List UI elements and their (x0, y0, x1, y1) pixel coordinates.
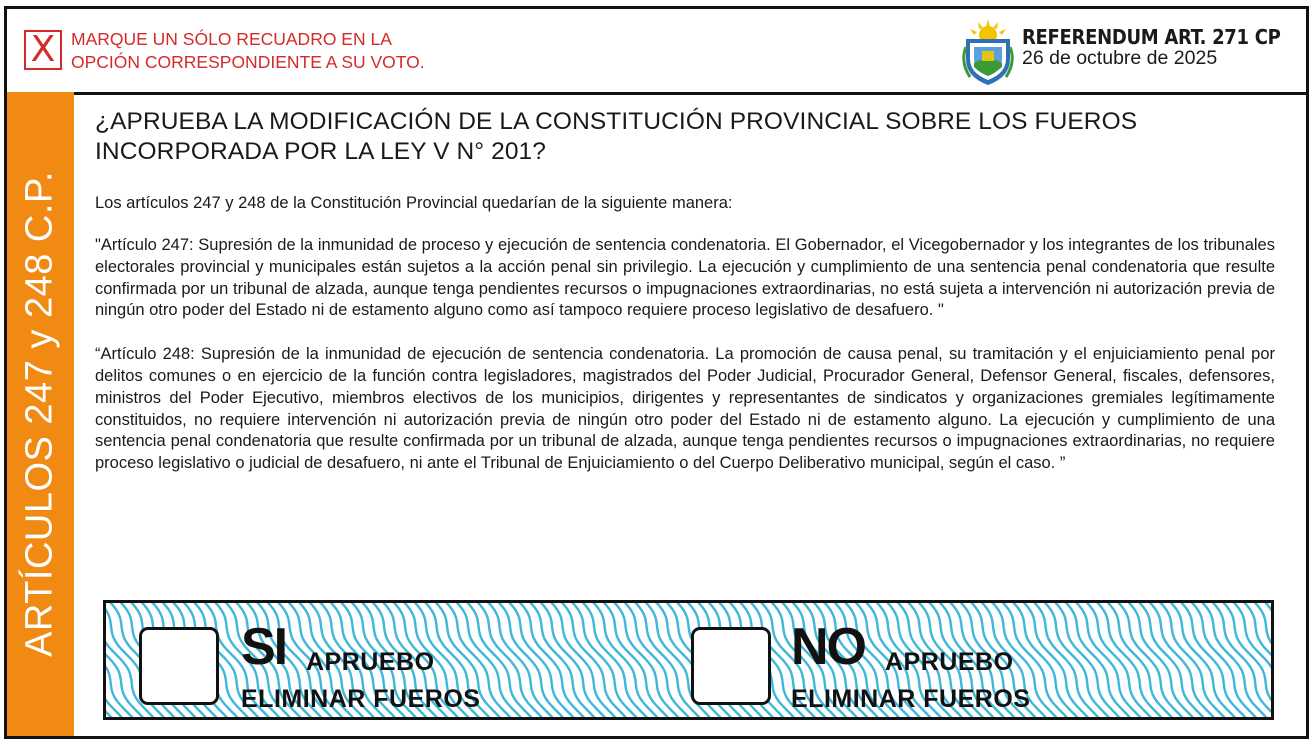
referendum-date: 26 de octubre de 2025 (1022, 47, 1218, 69)
no-approve-label: APRUEBO (885, 648, 1014, 676)
instruction-line-2: OPCIÓN CORRESPONDIENTE A SU VOTO. (71, 52, 425, 72)
ballot-header (7, 9, 1306, 95)
option-si[interactable] (106, 603, 691, 717)
no-description: ELIMINAR FUEROS (791, 685, 1031, 713)
example-mark-box: X (24, 30, 62, 70)
question-line-2: INCORPORADA POR LA LEY V N° 201? (95, 138, 547, 165)
voting-instruction (71, 28, 425, 74)
si-approve-label: APRUEBO (306, 648, 435, 676)
provincial-seal-icon (960, 17, 1016, 87)
wave-line (1272, 603, 1275, 720)
question-line-1: ¿APRUEBA LA MODIFICACIÓN DE LA CONSTITUCIÓN PROVINCIAL SOBRE LOS FUEROS (95, 108, 1138, 135)
ballot-body (95, 107, 1275, 475)
si-description: ELIMINAR FUEROS (241, 685, 481, 713)
referendum-question (95, 107, 1275, 167)
si-label: SI (241, 618, 287, 676)
article-247-text: "Artículo 247: Supresión de la inmunidad de proceso y ejecución de sentencia condenatoria. El Gobernador, el Vicegobernador y los integrantes de los tribunales electorales provincial y municipales están sujetos a la acción penal sin privilegio. La ejecución y cumplimiento de una sentencia penal condenatoria que resulte confirmada por un tribunal de alzada, aunque tenga pendientes recursos o impugnaciones extraordinarias, no está sujeta a intervención ni autorización previa de ningún otro poder del Estado ni de estamento alguno como así tampoco requiere proceso legislativo de desafuero. " (95, 236, 1275, 320)
si-checkbox[interactable] (139, 627, 219, 705)
intro-text: Los artículos 247 y 248 de la Constitución Provincial quedarían de la siguiente manera: (95, 194, 733, 212)
ballot (4, 6, 1309, 739)
vote-options (103, 600, 1274, 720)
referendum-title: REFERENDUM ART. 271 CP (1022, 25, 1281, 49)
article-248-text: “Artículo 248: Supresión de la inmunidad de ejecución de sentencia condenatoria. La promoción de causa penal, su tramitación y el enjuiciamiento penal por delitos comunes o en ejercicio de la función contra legisladores, magistrados del Poder Judicial, Procurador General, Defensor General, fiscales, defensores, ministros del Poder Ejecutivo, miembros electivos de los municipios, dirigentes y representantes de sindicatos y organizaciones gremiales legítimamente constituidos, no requiere intervención ni autorización previa de ningún otro poder del Estado ni de estamento alguno. La ejecución y cumplimiento de una sentencia penal condenatoria que resulte confirmada por un tribunal de alzada, aunque tenga pendientes recursos o impugnaciones extraordinarias, no requiere proceso legislativo o judicial de desafuero, ni ante el Tribunal de Enjuiciamiento o del Cuerpo Deliberativo municipal, según el caso. ” (95, 345, 1275, 473)
no-label: NO (791, 618, 865, 676)
sidebar-label: ARTÍCULOS 247 y 248 C.P. (18, 171, 61, 657)
option-no[interactable] (691, 603, 1274, 717)
no-checkbox[interactable] (691, 627, 771, 705)
instruction-line-1: MARQUE UN SÓLO RECUADRO EN LA (71, 29, 392, 49)
articles-sidebar (7, 92, 74, 736)
